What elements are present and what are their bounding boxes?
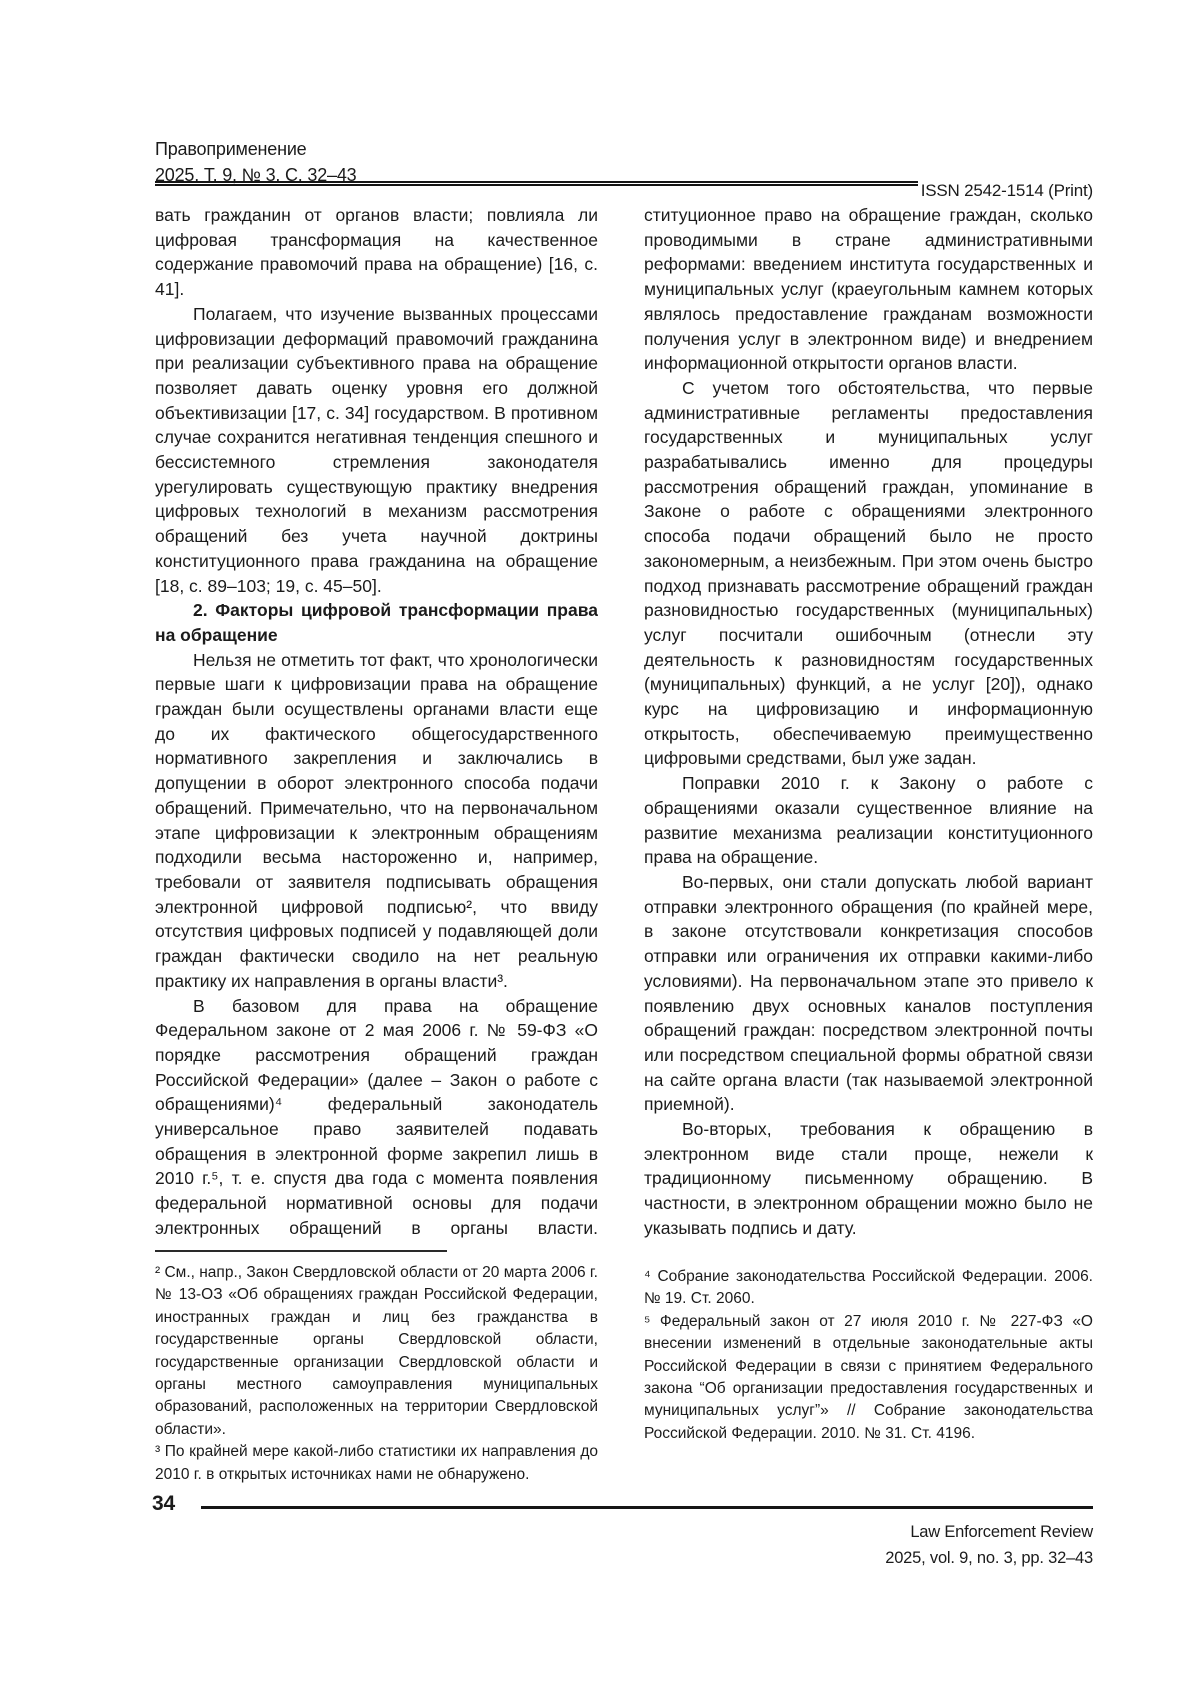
paragraph: Полагаем, что изучение вызванных процессами цифровизации деформаций правомочий гражданина при реализации субъективного права на обращение позволяет давать оценку уровня его должной объективизации [17, с. 34] государством. В противном случае сохранится негативная тенденция спешного и бессистемного стремления законодателя урегулировать существующую практику внедрения цифровых технологий в механизм рассмотрения обращений без учета научной доктрины конституционного права гражданина на обращение [18, с. 89–103; 19, с. 45–50]. <box>155 303 598 596</box>
paragraph: вать гражданин от органов власти; повлияла ли цифровая трансформация на качественное содержание правомочий права на обращение) [16, с. 41]. <box>155 205 598 300</box>
footer-journal-info <box>885 1519 1093 1571</box>
paragraph: Нельзя не отметить тот факт, что хронологически первые шаги к цифровизации права на обращение граждан были осуществлены органами власти еще до их фактического общегосударственного нормативного закрепления и заключались в допущении в оборот электронного способа подачи обращений. Примечательно, что на первоначальном этапе цифровизации к электронным обращениям подходили весьма настороженно и, например, требовали от заявителя подписывать обращения электронной цифровой подписью², что ввиду отсутствия цифровых подписей у подавляющей доли граждан фактически сводило на нет реальную практику их направления в органы власти³. <box>155 649 598 991</box>
text-column-left <box>155 203 598 1243</box>
paragraph: Во-первых, они стали допускать любой вариант отправки электронного обращения (по крайней мере, в законе отсутствовали конкретизация способов отправки или ограничения их отправки какими-либо условиями). На первоначальном этапе это привело к появлению двух основных каналов поступления обращений граждан: посредством электронной почты или посредством специальной формы обратной связи на сайте органа власти (так называемой электронной приемной). <box>644 871 1093 1115</box>
paragraph: 2. Факторы цифровой трансформации права на обращение <box>155 600 598 645</box>
footnote-separator <box>155 1250 447 1252</box>
journal-issue-ru: 2025. Т. 9, № 3. С. 32–43 <box>155 165 357 185</box>
issn-label: ISSN 2542-1514 (Print) <box>920 181 1093 200</box>
footnote-list-left <box>155 1262 598 1486</box>
paragraph: В базовом для права на обращение Федеральном законе от 2 мая 2006 г. № 59-ФЗ «О порядке рассмотрения обращений граждан Российской Федерации» (далее – Закон о работе с обращениями)⁴ федеральный законодатель универсальное право заявителей подавать обращения в электронной форме закрепил лишь в 2010 г.⁵, т. е. спустя два года с момента появления федеральной нормативной основы для подачи электронных обращений в органы власти. <box>155 995 598 1238</box>
footnote: ⁴ Собрание законодательства Российской Федерации. 2006. № 19. Ст. 2060. <box>644 1268 1093 1308</box>
footnote: ³ По крайней мере какой-либо статистики их направления до 2010 г. в открытых источниках нами не обнаружено. <box>155 1443 598 1483</box>
journal-title-en: Law Enforcement Review <box>910 1523 1093 1541</box>
page-number: 34 <box>152 1492 175 1515</box>
footnotes-right <box>644 1266 1093 1445</box>
paragraph: С учетом того обстоятельства, что первые административные регламенты предоставления государственных и муниципальных услуг разрабатывались именно для процедуры рассмотрения обращений граждан, упоминание в Законе о работе с обращениями электронного способа подачи обращений было не просто закономерным, а неизбежным. При этом очень быстро подход признавать рассмотрение обращений граждан разновидностью государственных (муниципальных) услуг посчитали ошибочным (отнесли эту деятельность к разновидностям государственных (муниципальных) функций, а не услуг [20]), однако курс на цифровизацию и информационную открытость, обеспечиваемую преимущественно цифровыми средствами, был уже задан. <box>644 377 1093 769</box>
header-rule <box>155 181 918 186</box>
paragraph: Во-вторых, требования к обращению в электронном виде стали проще, нежели к традиционному письменному обращению. В частности, в электронном обращении можно было не указывать подпись и дату. <box>644 1119 1093 1238</box>
footnote: ² См., напр., Закон Свердловской области от 20 марта 2006 г. № 13-ОЗ «Об обращениях граждан Российской Федерации, иностранных граждан и лиц без гражданства в государственные органы Свердловской области, государственные организации Свердловской области и органы местного самоуправления муниципальных образований, расположенных на территории Свердловской области». <box>155 1264 598 1438</box>
journal-issue-en: 2025, vol. 9, no. 3, pp. 32–43 <box>885 1549 1093 1567</box>
text-column-right <box>644 203 1093 1243</box>
paragraph: Поправки 2010 г. к Закону о работе с обращениями оказали существенное влияние на развитие механизма реализации конституционного права на обращение. <box>644 773 1093 868</box>
paragraph: ституционное право на обращение граждан, сколько проводимыми в стране административными реформами: введением института государственных и муниципальных услуг (краеугольным камнем которых являлось предоставление гражданам возможности получения услуг в электронном виде) и внедрением информационной открытости органов власти. <box>644 205 1093 374</box>
footnote-list-right <box>644 1266 1093 1445</box>
journal-title-ru: Правоприменение <box>155 139 307 159</box>
footnotes-left <box>155 1250 598 1486</box>
footer-rule <box>201 1506 1093 1509</box>
footnote: ⁵ Федеральный закон от 27 июля 2010 г. № 227-ФЗ «О внесении изменений в отдельные законодательные акты Российской Федерации в связи с принятием Федерального закона “Об организации предоставления государственных и муниципальных услуг”» // Собрание законодательства Российской Федерации. 2010. № 31. Ст. 4196. <box>644 1312 1093 1442</box>
